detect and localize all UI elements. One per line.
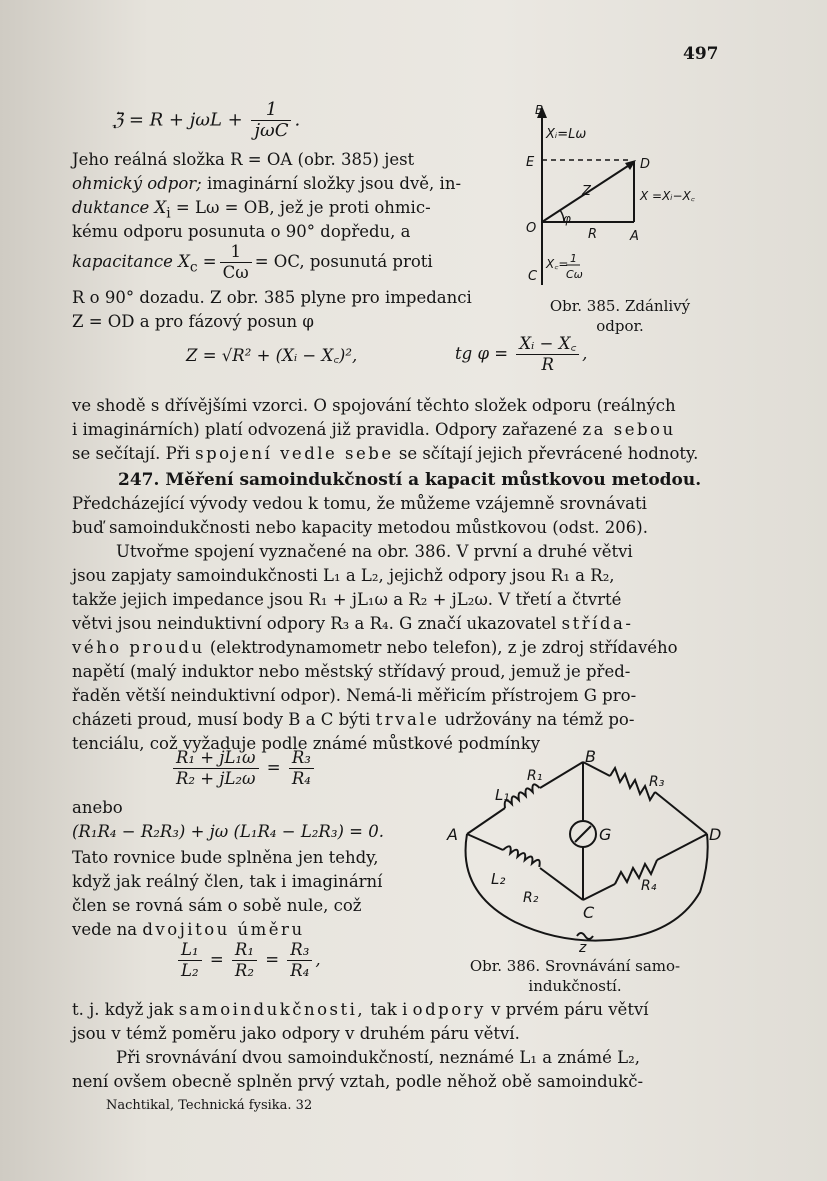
para3-line1: Tato rovnice bude splněna jen tehdy, [72,848,379,867]
samoindukcnosti: samoindukčnosti, [178,1000,366,1019]
para1-line7: Z = OD a pro fázový posun φ [72,312,314,331]
ac-source [577,933,593,939]
label-r3: R₃ [649,774,665,790]
fig385-caption [530,296,710,336]
section-line10-a: cházeti proud, musí body B a C býti [72,710,371,729]
inductance-sub: i [166,205,171,222]
cap-fraction [220,242,252,283]
se-secitaji: se sečítají. [72,444,161,463]
label-xc-den: Cω [566,268,583,281]
label-b: B [585,747,596,766]
section-line7 [72,636,678,661]
ratio-frac-r34 [287,940,312,981]
para3-line4-a: vede na [72,920,138,939]
inductance-term: duktance X [72,198,167,217]
label-o: O [526,221,537,236]
bridge-den2: R₄ [291,769,311,788]
label-phi: φ [563,212,571,226]
tg-fraction [516,334,579,375]
capacitance-sub: c [189,259,198,276]
cap-num: 1 [220,242,252,263]
label-a: A [447,825,458,844]
wire-r1 [540,762,583,788]
section-line9: řaděn větší neinduktivní odpor). Nemá-li měřicím přístrojem G pro- [72,686,637,705]
label-xc: X꜀= [546,257,569,271]
section-line1: Předcházející vývody vedou k tomu, že můžeme vzájemně srovnávati [72,494,647,513]
label-a: A [630,229,639,244]
para1-line2-rest: imaginární složky jsou dvě, in- [201,174,462,193]
para2-line3-a: Při [160,444,190,463]
section-line10 [72,708,634,733]
para1-line4: kému odporu posunuta o 90° dopředu, a [72,222,411,241]
wire-r2-c [540,868,583,900]
za-sebou: za sebou [582,420,676,439]
figure-385 [520,100,720,290]
eq-tail: . [294,109,301,131]
eq-fraction [251,100,291,141]
fig385-caption-l2: odpor. [596,317,644,335]
label-r2: R₂ [523,890,539,906]
ratio-tail: , [315,950,321,969]
para4-line1-a: t. j. když jak [72,1000,174,1019]
bridge-eq: = [266,758,281,777]
dvojitou-umeru: dvojitou úměru [142,920,305,939]
tg-lhs: tg φ = [455,344,509,363]
ratio-r1: R₁ [232,940,257,961]
section-heading: 247. Měření samoindukčností a kapacit můstkovou metodou. [118,470,702,490]
ratio-frac-l [178,940,202,981]
bridge-frac2 [289,748,314,789]
para2-line2-a: i imaginárních) platí odvozená již pravidla. Odpory zařazené [72,420,578,439]
label-r4: R₄ [641,878,657,894]
eq-num: 1 [251,100,291,121]
label-xc-num: 1 [570,252,577,265]
para4-line3: Při srovnávání dvou samoindukčností, neznámé L₁ a známé L₂, [116,1048,640,1067]
tg-tail: , [582,344,588,363]
para2-line3-b: se sčítají jejich převrácené hodnoty. [393,444,699,463]
ratio-r3: R₃ [287,940,312,961]
para1-line3-rest: = Lω = OB, jež je proti ohmic- [170,198,431,217]
veho-proudu: vého proudu [72,638,205,657]
fig386-caption-l2: indukčností. [528,977,622,995]
para4-line1-c: v prvém páru větví [485,1000,649,1019]
impedance-equation [112,100,300,141]
vedle-sebe: spojení vedle sebe [195,444,394,463]
para4-line1 [72,998,649,1023]
label-x: X =Xᵢ−X꜀ [640,189,695,203]
label-e: E [526,155,535,170]
para3-line2: když jak reálný člen, tak i imaginární [72,872,383,891]
para3-line3: člen se rovná sám o sobě nule, což [72,896,362,915]
section-line3: Utvořme spojení vyznačené na obr. 386. V první a druhé větvi [116,542,633,561]
cap-eq: = [197,252,217,271]
strida: střída- [561,614,634,633]
section-line8: napětí (malý induktor nebo městský střídavý proud, jemuž je před- [72,662,631,681]
para1-line5-rest: = OC, posunutá proti [254,252,433,271]
label-d: D [640,157,651,172]
para1-line5 [72,242,433,283]
tg-equation [455,334,587,375]
label-d: D [709,825,722,844]
ratio-l-den: L₂ [181,961,199,980]
section-line5: takže jejich impedance jsou R₁ + jL₁ω a R₂ + jL₂ω. V třetí a čtvrté [72,590,622,609]
page-number: 497 [683,44,719,64]
section-line11: tenciálu, což vyžaduje podle známé můstkové podmínky [72,734,541,753]
bridge-den1: R₂ + jL₂ω [176,769,256,788]
eq-den: jωC [254,120,289,141]
para1-line6: R o 90° dozadu. Z obr. 385 plyne pro impedanci [72,288,472,307]
wire-r3-d [655,792,707,834]
label-c: C [583,903,595,922]
ratio-equation: $\frac{\text{L₁}}{\text{L₂}}$ = $\frac{\text{R₁}}{\text{R₂}}$ = $\frac{\text{R₃}}{\text{R₄}}$ , [175,940,321,981]
section-line6-a: větvi jsou neinduktivní odpory R₃ a R₄. G značí ukazovatel [72,614,557,633]
z-equation: Z = √R² + (Xᵢ − X꜀)², [186,346,358,365]
bridge-num1: R₁ + jL₁ω [173,748,259,769]
cap-den: Cω [222,263,249,282]
bridge-equation [170,748,317,789]
ratio-r4: R₄ [290,961,310,980]
coil-l2 [503,845,542,867]
para4-line4: není ovšem obecně splněn prvý vztah, podle něhož obě samoindukč- [72,1072,644,1091]
label-b: B [535,103,544,117]
label-xi: Xᵢ=Lω [546,127,587,142]
wire-a-l1 [467,808,505,834]
para4-line1-b: tak i [365,1000,408,1019]
tg-den: R [541,355,554,374]
odpory: odpory [412,1000,486,1019]
wire-a-l2 [467,834,503,850]
para1-line1: Jeho reálná složka R = OA (obr. 385) jest [72,150,415,169]
para2-line1: ve shodě s dřívějšími vzorci. O spojování těchto složek odporu (reálných [72,396,676,415]
wire-r4-d [657,834,707,860]
para1-line2 [72,172,461,197]
ohmic-term: ohmický odpor; [72,174,202,193]
label-l2: L₂ [491,870,506,888]
anebo: anebo [72,798,123,817]
tg-num: Xᵢ − X꜀ [516,334,579,355]
figure-386 [445,742,725,952]
footer: Nachtikal, Technická fysika. 32 [106,1098,313,1113]
bridge-frac1 [173,748,259,789]
ratio-r2: R₂ [234,961,254,980]
label-r1: R₁ [527,768,543,784]
section-line2: buď samoindukčnosti nebo kapacity metodou můstkovou (odst. 206). [72,518,648,537]
fig386-caption [450,956,700,996]
label-z: z [579,940,587,952]
bridge-equation-2: (R₁R₄ − R₂R₃) + jω (L₁R₄ − L₂R₃) = 0. [72,822,384,841]
para2-line3 [72,442,698,467]
label-z: Z [582,184,591,199]
label-l1: L₁ [495,786,510,804]
capacitance-term: kapacitance X [72,252,190,271]
section-line4: jsou zapjaty samoindukčnosti L₁ a L₂, jejichž odpory jsou R₁ a R₂, [72,566,615,585]
section-line7-a: (elektrodynamometr nebo telefon), z je zdroj střídavého [204,638,678,657]
eq-lhs: ℨ = R + jωL + [112,109,243,131]
section-line6 [72,612,633,637]
ratio-l-num: L₁ [178,940,202,961]
trvale: trvale [375,710,440,729]
fig386-caption-l1: Obr. 386. Srovnávání samo- [469,957,681,975]
galvanometer-needle [575,826,591,842]
section-line10-b: udržovány na témž po- [439,710,635,729]
para4-line2: jsou v témž poměru jako odpory v druhém páru větví. [72,1024,520,1043]
label-c: C [528,269,538,284]
ratio-frac-r12 [232,940,257,981]
para2-line2 [72,418,676,443]
fig385-caption-l1: Obr. 385. Zdánlivý [549,297,691,315]
bridge-num2: R₃ [289,748,314,769]
label-r: R [588,227,598,242]
label-g: G [599,825,612,844]
wire-c-r4 [583,884,615,900]
para3-line4 [72,918,305,943]
